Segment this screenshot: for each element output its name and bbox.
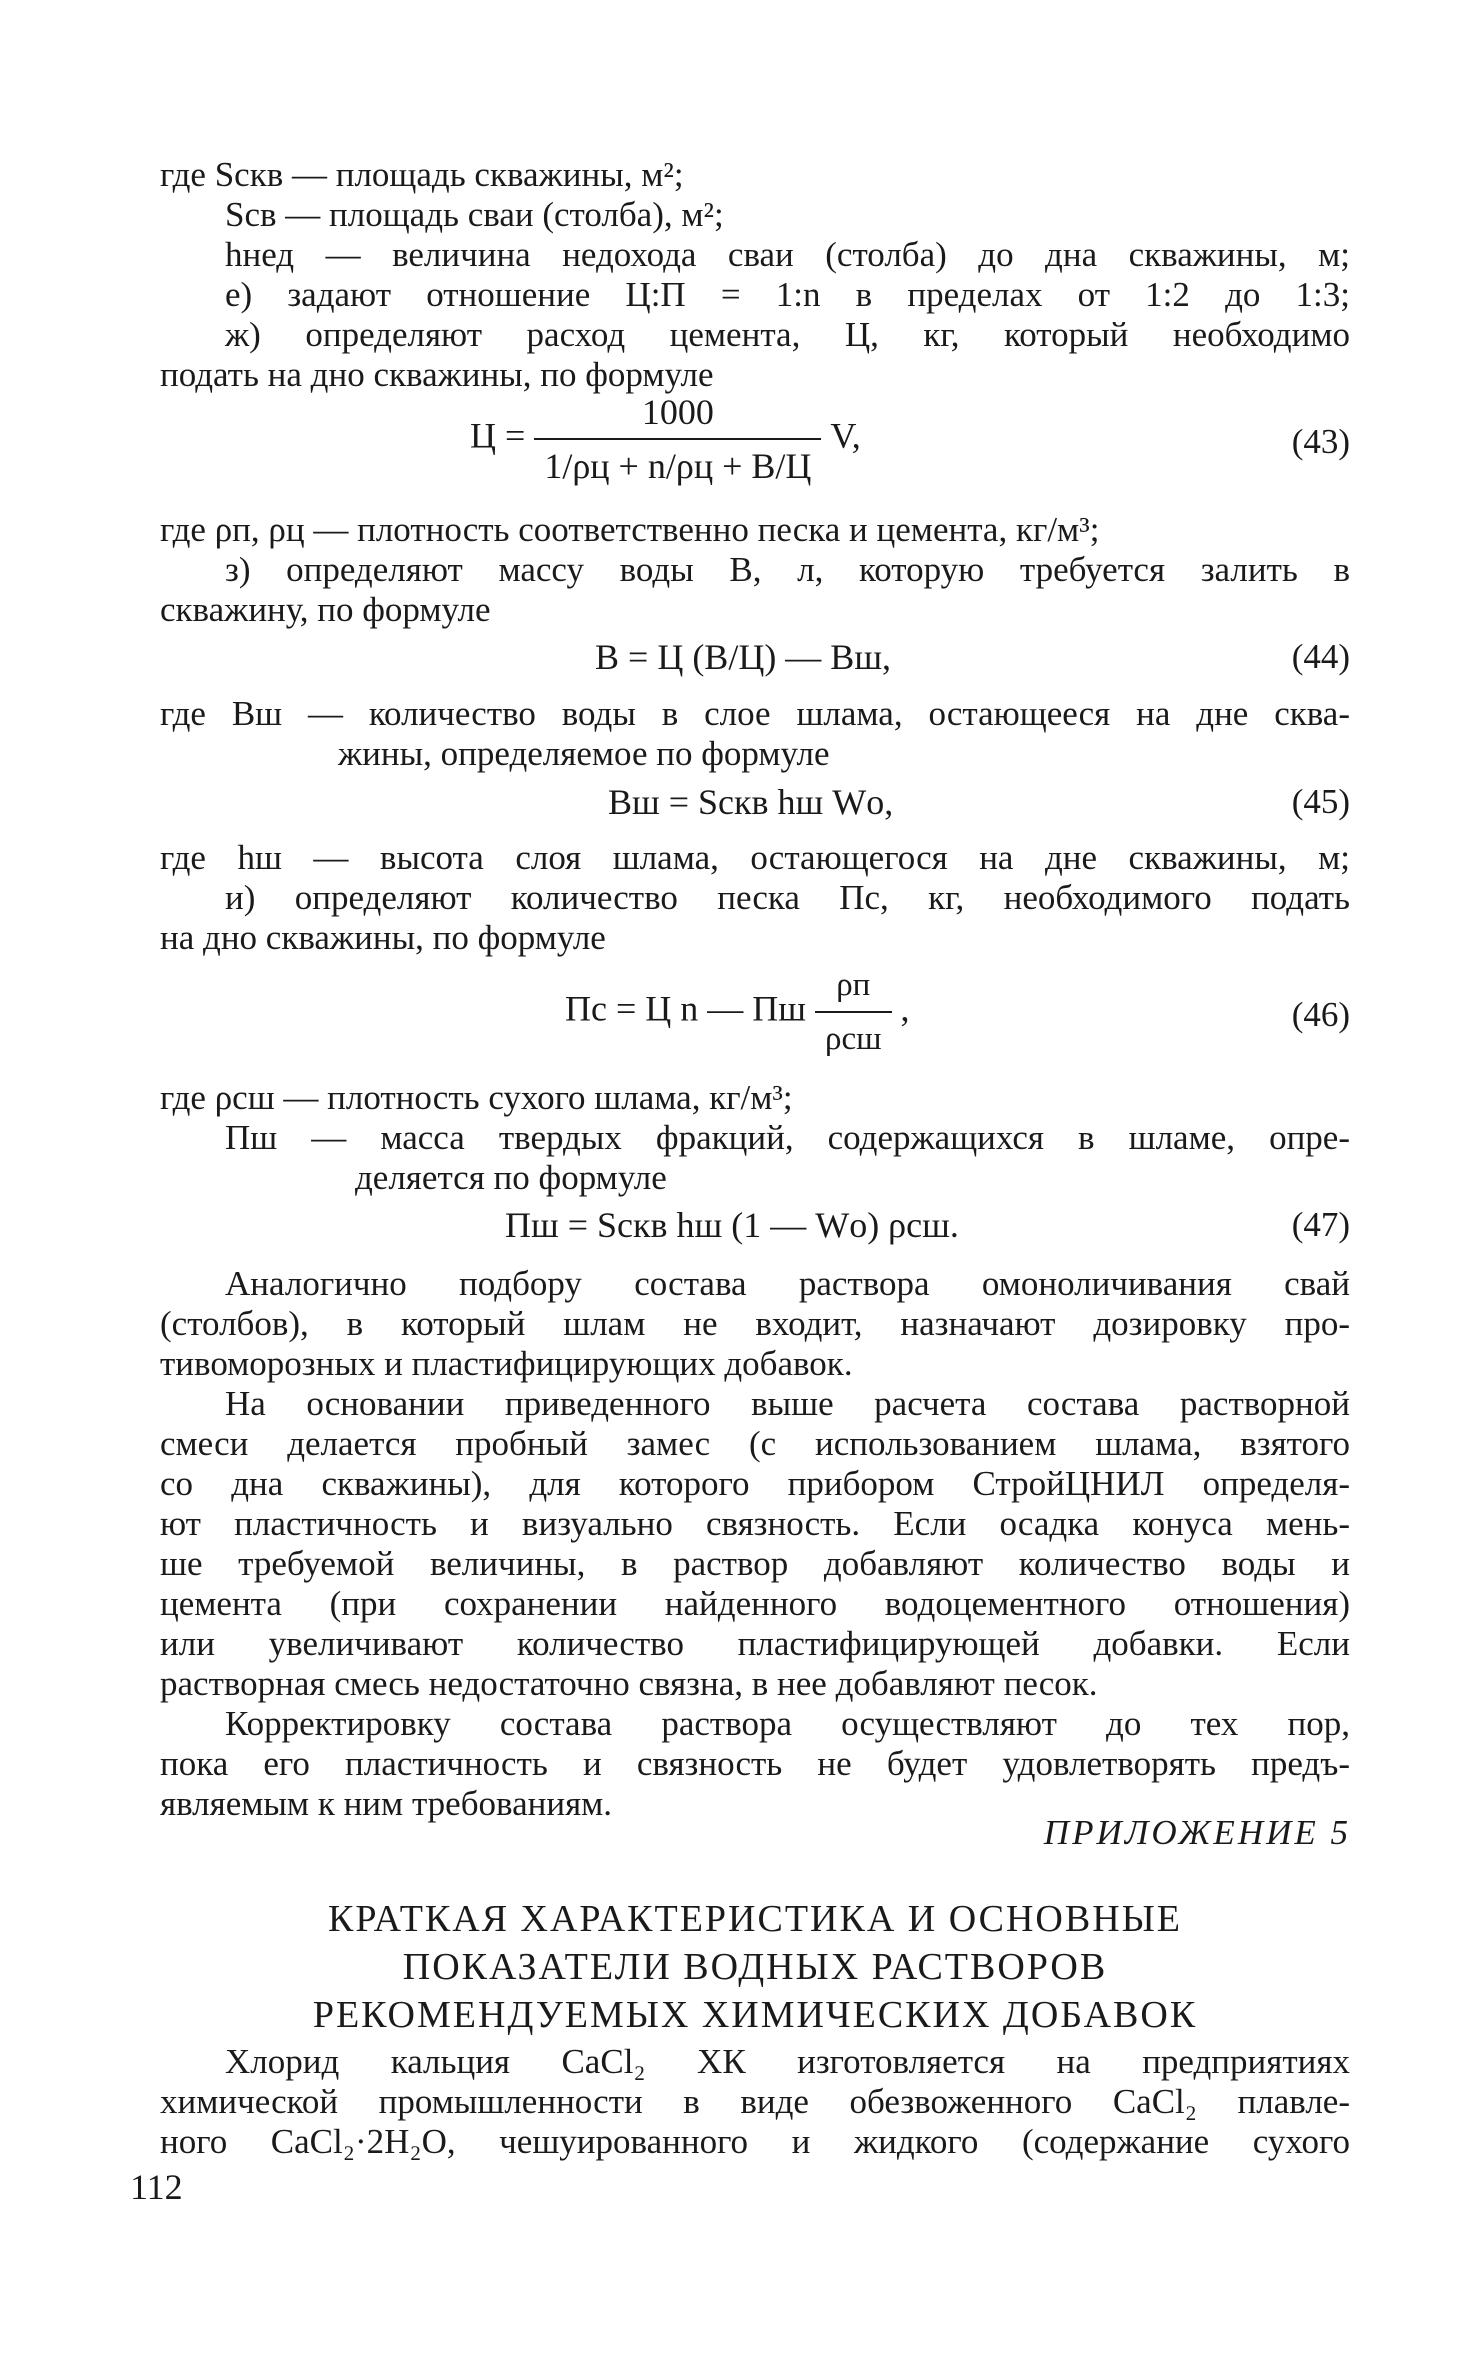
text-line: являемым к ним требованиям. bbox=[160, 1784, 613, 1823]
appendix-label: ПРИЛОЖЕНИЕ 5 bbox=[1043, 1813, 1351, 1852]
equation-rhs: V, bbox=[830, 415, 861, 456]
text-line: ше требуемой величины, в раствор добавляют количество воды и bbox=[160, 1544, 1350, 1583]
equation-number: (47) bbox=[1291, 1205, 1350, 1244]
text-line: скважину, по формуле bbox=[160, 590, 491, 629]
fraction bbox=[815, 965, 892, 1059]
page-number: 112 bbox=[130, 2167, 183, 2207]
section-heading bbox=[160, 1895, 1350, 2039]
text-line: hнед — величина недохода сваи (столба) до дна скважины, м; bbox=[225, 235, 1350, 274]
text-line: ного CaCl₂·2H₂O, чешуированного и жидкого (содержание сухого bbox=[160, 2122, 1350, 2161]
definitions-block-1 bbox=[160, 155, 1350, 395]
equation-lhs: Ц = bbox=[470, 415, 526, 456]
equation-rhs: , bbox=[900, 988, 910, 1029]
text-line: (столбов), в который шлам не входит, назначают дозировку про- bbox=[160, 1304, 1350, 1343]
text-line: пока его пластичность и связность не будет удовлетворять предъ- bbox=[160, 1744, 1350, 1783]
fraction-numerator: 1000 bbox=[534, 392, 821, 440]
text-line: деляется по формуле bbox=[355, 1158, 667, 1197]
paragraph-1 bbox=[160, 1264, 1350, 1384]
text-line: где Sскв — площадь скважины, м²; bbox=[160, 155, 684, 194]
text-line: где hш — высота слоя шлама, остающегося на дне скважины, м; bbox=[160, 838, 1350, 877]
text-line: ют пластичность и визуально связность. Если осадка конуса мень- bbox=[160, 1504, 1350, 1543]
text-line: где ρп, ρц — плотность соответственно песка и цемента, кг/м³; bbox=[160, 510, 1100, 549]
paragraph-4 bbox=[160, 2042, 1350, 2162]
equation-lhs: Пс = Ц n — Пш bbox=[565, 988, 806, 1029]
equation-47: Пш = Sскв hш (1 — Wо) ρсш. bbox=[505, 1205, 959, 1245]
text-line: на дно скважины, по формуле bbox=[160, 918, 606, 957]
fraction-denominator: 1/ρц + n/ρц + В/Ц bbox=[544, 446, 812, 486]
equation-number: (43) bbox=[1291, 422, 1350, 461]
text-line: Пш — масса твердых фракций, содержащихся в шламе, опре- bbox=[225, 1118, 1350, 1157]
text-line: цемента (при сохранении найденного водоцементного отношения) bbox=[160, 1584, 1350, 1623]
heading-line: РЕКОМЕНДУЕМЫХ ХИМИЧЕСКИХ ДОБАВОК bbox=[312, 1994, 1198, 2036]
text-line: жины, определяемое по формуле bbox=[338, 734, 830, 773]
heading-line: ПОКАЗАТЕЛИ ВОДНЫХ РАСТВОРОВ bbox=[402, 1946, 1108, 1988]
text-line: растворная смесь недостаточно связна, в нее добавляют песок. bbox=[160, 1664, 1098, 1703]
definitions-block-5 bbox=[160, 1078, 1350, 1198]
fraction-denominator: ρсш bbox=[825, 1021, 882, 1057]
definitions-block-3 bbox=[160, 694, 1350, 774]
text-line: е) задают отношение Ц:П = 1:n в пределах от 1:2 до 1:3; bbox=[225, 275, 1350, 314]
text-line: тивоморозных и пластифицирующих добавок. bbox=[160, 1344, 853, 1383]
text-line: з) определяют массу воды В, л, которую требуется залить в bbox=[225, 550, 1350, 589]
equation-46 bbox=[565, 965, 910, 1059]
text-line: химической промышленности в виде обезвоженного CaCl₂ плавле- bbox=[160, 2082, 1350, 2121]
text-line: где Вш — количество воды в слое шлама, остающееся на дне сква- bbox=[160, 694, 1350, 733]
fraction bbox=[534, 392, 821, 486]
paragraph-2 bbox=[160, 1384, 1350, 1704]
equation-45: Вш = Sскв hш Wо, bbox=[608, 782, 894, 822]
equation-43 bbox=[470, 392, 861, 486]
text-line: Аналогично подбору состава раствора омоноличивания свай bbox=[225, 1264, 1350, 1303]
text-line: подать на дно скважины, по формуле bbox=[160, 355, 714, 394]
text-line: и) определяют количество песка Пс, кг, необходимого подать bbox=[225, 878, 1350, 917]
equation-number: (46) bbox=[1291, 995, 1350, 1034]
definitions-block-2 bbox=[160, 510, 1350, 630]
paragraph-3 bbox=[160, 1704, 1350, 1824]
text-line: На основании приведенного выше расчета состава растворной bbox=[225, 1384, 1350, 1423]
equation-number: (45) bbox=[1291, 782, 1350, 821]
text-line: где ρсш — плотность сухого шлама, кг/м³; bbox=[160, 1078, 793, 1117]
text-line: Корректировку состава раствора осуществляют до тех пор, bbox=[225, 1704, 1350, 1743]
text-line: или увеличивают количество пластифицирующей добавки. Если bbox=[160, 1624, 1350, 1663]
heading-line: КРАТКАЯ ХАРАКТЕРИСТИКА И ОСНОВНЫЕ bbox=[327, 1898, 1183, 1940]
definitions-block-4 bbox=[160, 838, 1350, 958]
text-line: Sсв — площадь сваи (столба), м²; bbox=[225, 195, 724, 234]
equation-number: (44) bbox=[1291, 637, 1350, 676]
equation-44: В = Ц (В/Ц) — Вш, bbox=[595, 637, 892, 677]
text-line: смеси делается пробный замес (с использованием шлама, взятого bbox=[160, 1424, 1350, 1463]
text-line: со дна скважины), для которого прибором СтройЦНИЛ определя- bbox=[160, 1464, 1350, 1503]
text-line: Хлорид кальция CaCl₂ ХК изготовляется на предприятиях bbox=[225, 2042, 1350, 2081]
text-line: ж) определяют расход цемента, Ц, кг, который необходимо bbox=[225, 315, 1350, 354]
fraction-numerator: ρп bbox=[815, 965, 892, 1013]
